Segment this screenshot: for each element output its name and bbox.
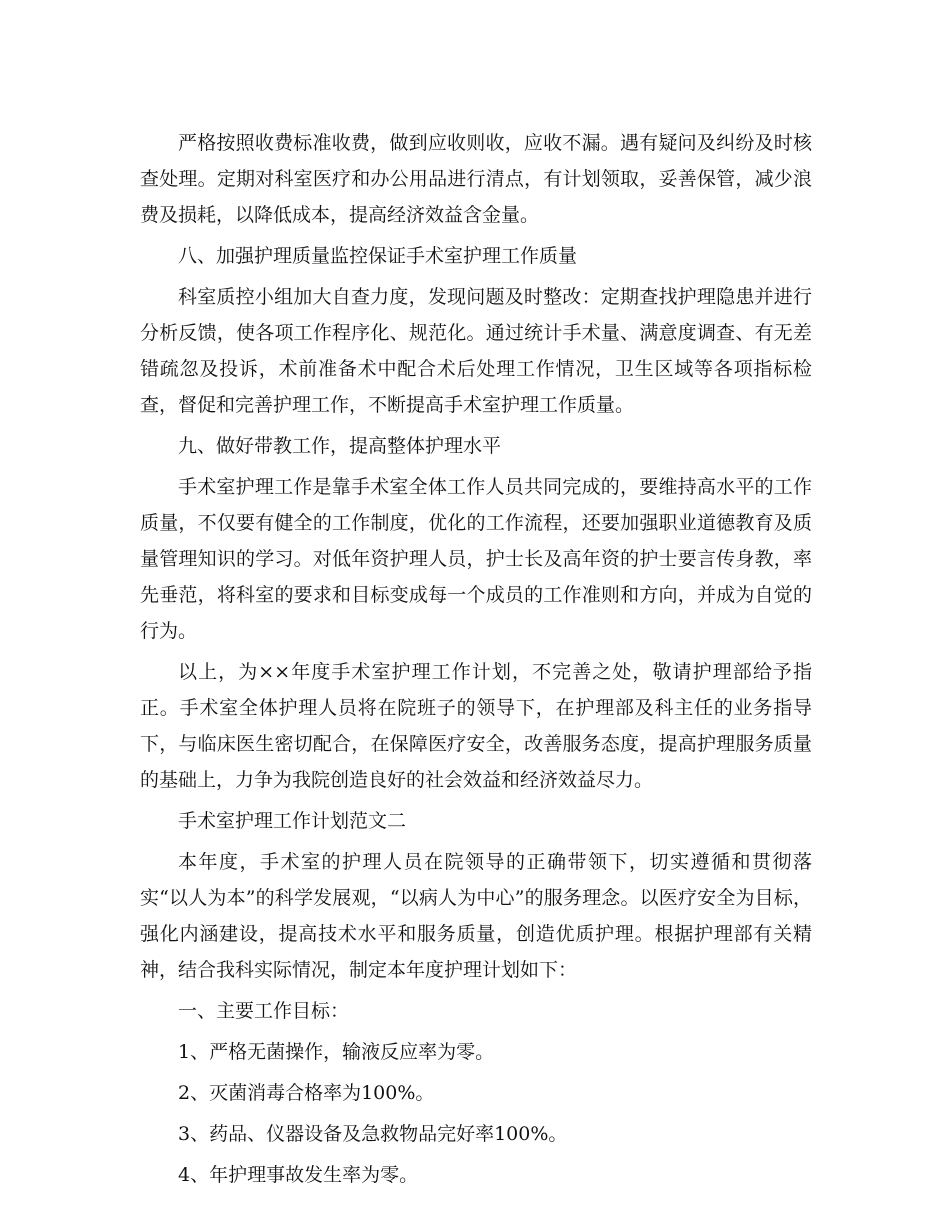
- paragraph-conclusion: 以上，为××年度手术室护理工作计划，不完善之处，敬请护理部给予指正。手术室全体护理人员将在院班子的领导下，在护理部及科主任的业务指导下，与临床医生密切配合，在保障医疗安全，改善服务态度，提高护理服务质量的基础上，力争为我院创造良好的社会效益和经济效益尽力。: [140, 661, 812, 791]
- heading-sample-two: 手术室护理工作计划范文二: [178, 810, 407, 832]
- list-item-goal-4: 4、年护理事故发生率为零。: [178, 1164, 419, 1186]
- list-item-goal-3: 3、药品、仪器设备及急救物品完好率100%。: [178, 1123, 568, 1145]
- paragraph-introduction: 本年度，手术室的护理人员在院领导的正确带领下，切实遵循和贯彻落实“以人为本”的科学发展观，“以病人为中心”的服务理念。以医疗安全为目标，强化内涵建设，提高技术水平和服务质量，创造优质护理。根据护理部有关精神，结合我科实际情况，制定本年度护理计划如下：: [140, 851, 812, 981]
- document-body: [140, 125, 812, 1198]
- heading-section-eight: 八、加强护理质量监控保证手术室护理工作质量: [178, 245, 578, 267]
- list-item-goal-2: 2、灭菌消毒合格率为100%。: [178, 1082, 435, 1104]
- heading-main-goals: 一、主要工作目标：: [178, 1000, 350, 1022]
- paragraph-quality-control: 科室质控小组加大自查力度，发现问题及时整改：定期查找护理隐患并进行分析反馈，使各项工作程序化、规范化。通过统计手术量、满意度调查、有无差错疏忽及投诉，术前准备术中配合术后处理工作情况，卫生区域等各项指标检查，督促和完善护理工作，不断提高手术室护理工作质量。: [140, 286, 812, 416]
- heading-section-nine: 九、做好带教工作，提高整体护理水平: [178, 435, 502, 457]
- paragraph-fee-management: 严格按照收费标准收费，做到应收则收，应收不漏。遇有疑问及纠纷及时核查处理。定期对科室医疗和办公用品进行清点，有计划领取，妥善保管，减少浪费及损耗，以降低成本，提高经济效益含金量。: [140, 132, 812, 226]
- paragraph-teaching: 手术室护理工作是靠手术室全体工作人员共同完成的，要维持高水平的工作质量，不仅要有健全的工作制度，优化的工作流程，还要加强职业道德教育及质量管理知识的学习。对低年资护理人员，护士长及高年资的护士要言传身教，率先垂范，将科室的要求和目标变成每一个成员的工作准则和方向，并成为自觉的行为。: [140, 476, 812, 642]
- list-item-goal-1: 1、严格无菌操作，输液反应率为零。: [178, 1041, 495, 1063]
